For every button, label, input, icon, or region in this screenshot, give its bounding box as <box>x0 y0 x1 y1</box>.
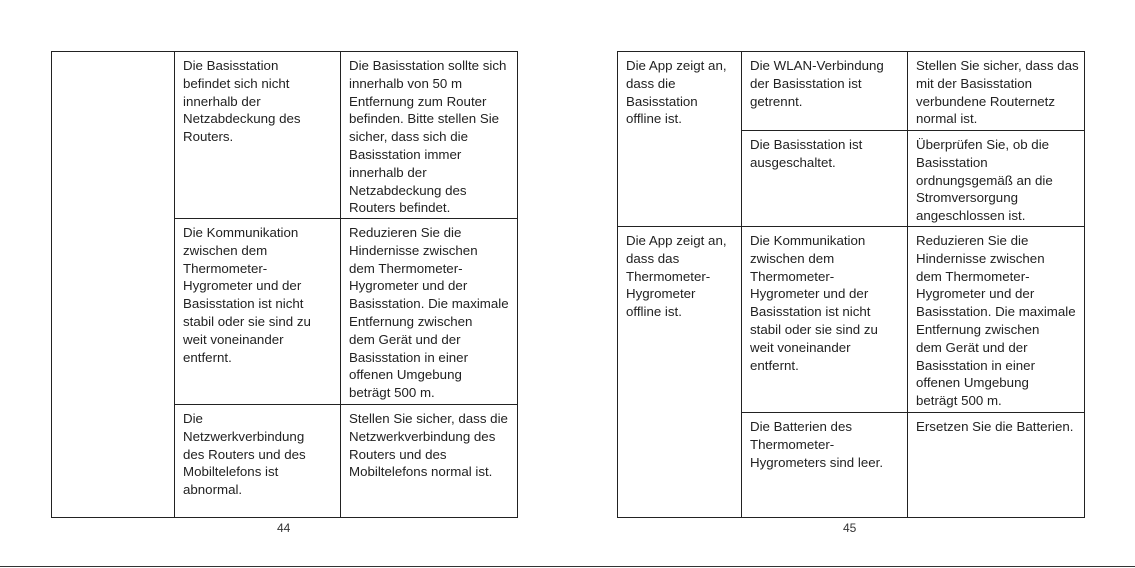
solution-cell: Stellen Sie sicher, dass die Netzwerkverbindung des Routers und des Mobiltelefons normal ist. <box>341 405 518 518</box>
solution-cell: Reduzieren Sie die Hindernisse zwischen dem Thermometer- Hygrometer und der Basisstation. Die maximale Entfernung zwischen dem Gerät und der Basisstation in einer offenen Umgebung beträgt 500 m. <box>908 227 1085 413</box>
solution-cell: Überprüfen Sie, ob die Basisstation ordnungsgemäß an die Stromversorgung angeschlossen ist. <box>908 131 1085 227</box>
cause-cell: Die Basisstation befindet sich nicht innerhalb der Netzabdeckung des Routers. <box>175 52 341 219</box>
troubleshooting-table-right <box>617 51 1085 518</box>
cause-cell: Die Kommunikation zwischen dem Thermometer- Hygrometer und der Basisstation ist nicht stabil oder sie sind zu weit voneinander entfernt. <box>175 219 341 405</box>
cause-cell: Die Basisstation ist ausgeschaltet. <box>742 131 908 227</box>
solution-cell: Reduzieren Sie die Hindernisse zwischen dem Thermometer- Hygrometer und der Basisstation. Die maximale Entfernung zwischen dem Gerät und der Basisstation in einer offenen Umgebung beträgt 500 m. <box>341 219 518 405</box>
solution-cell: Ersetzen Sie die Batterien. <box>908 413 1085 518</box>
page-number-right: 45 <box>843 521 857 535</box>
page-bottom-rule <box>0 566 1135 567</box>
cause-cell: Die Batterien des Thermometer- Hygrometers sind leer. <box>742 413 908 518</box>
troubleshooting-table-left <box>51 51 518 518</box>
problem-cell-empty <box>52 52 175 518</box>
page-number-left: 44 <box>277 521 291 535</box>
solution-cell: Stellen Sie sicher, dass das mit der Basisstation verbundene Routernetz normal ist. <box>908 52 1085 131</box>
problem-cell: Die App zeigt an, dass die Basisstation offline ist. <box>618 52 742 227</box>
table-row <box>618 52 1085 131</box>
table-row <box>52 52 518 219</box>
cause-cell: Die Netzwerkverbindung des Routers und des Mobiltelefons ist abnormal. <box>175 405 341 518</box>
problem-cell: Die App zeigt an, dass das Thermometer- Hygrometer offline ist. <box>618 227 742 518</box>
cause-cell: Die WLAN-Verbindung der Basisstation ist getrennt. <box>742 52 908 131</box>
table-row <box>618 227 1085 413</box>
cause-cell: Die Kommunikation zwischen dem Thermometer- Hygrometer und der Basisstation ist nicht stabil oder sie sind zu weit voneinander entfernt. <box>742 227 908 413</box>
solution-cell: Die Basisstation sollte sich innerhalb von 50 m Entfernung zum Router befinden. Bitte stellen Sie sicher, dass sich die Basisstation immer innerhalb der Netzabdeckung des Routers befindet. <box>341 52 518 219</box>
